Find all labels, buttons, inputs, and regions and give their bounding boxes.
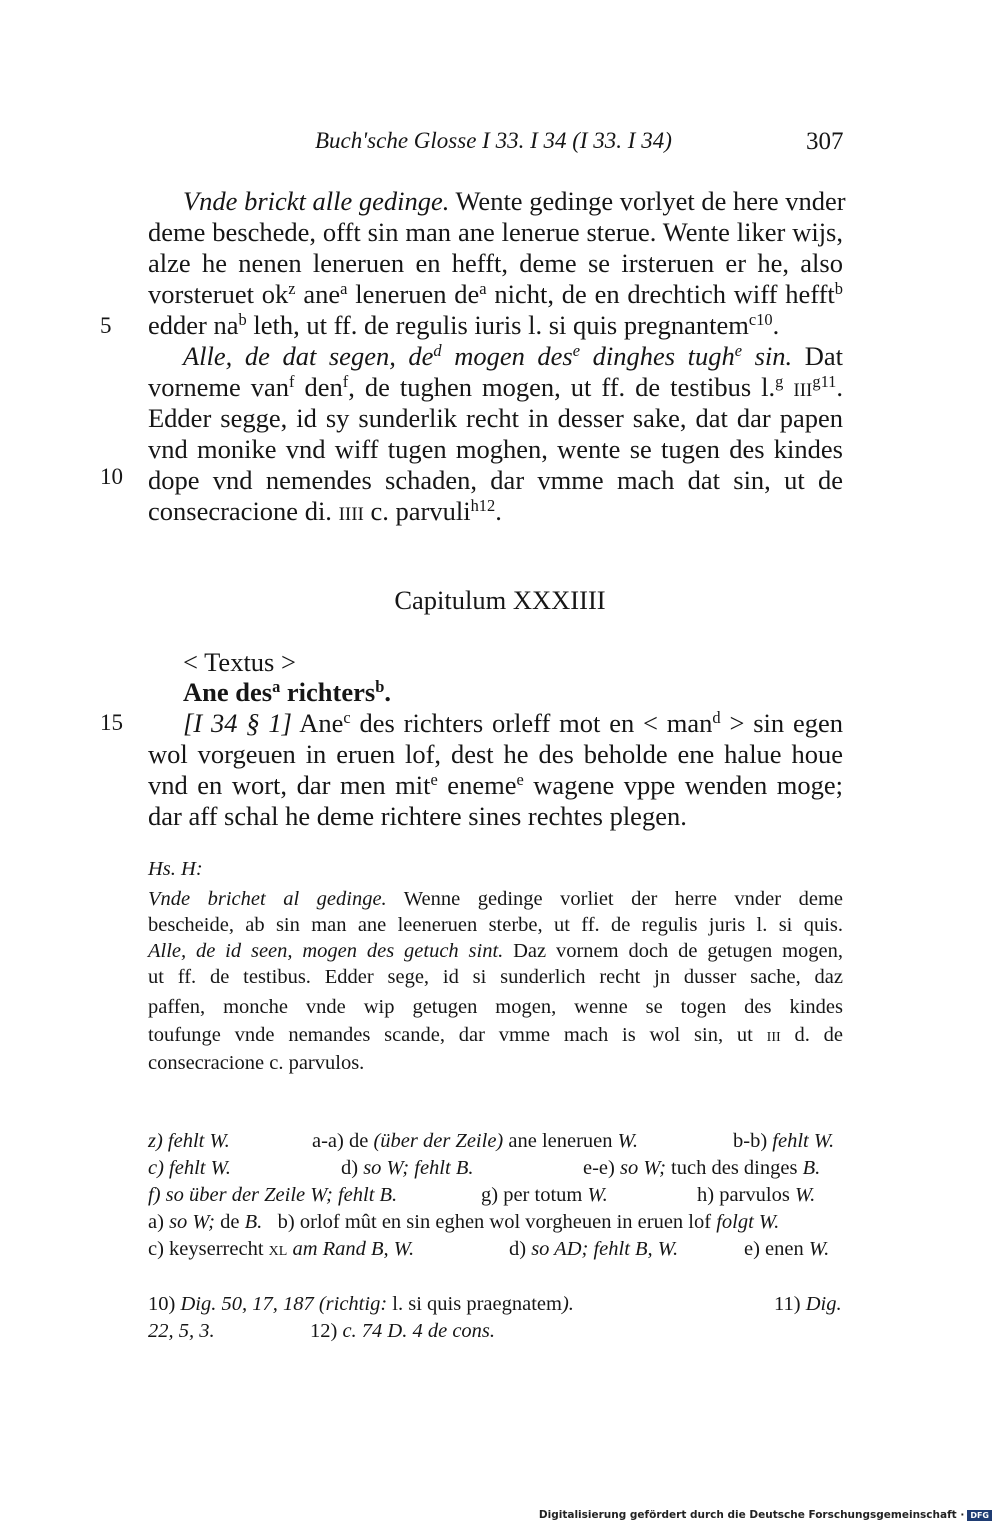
section-heading	[183, 677, 391, 708]
footnote-mark: b	[834, 278, 843, 298]
lemma: sin.	[742, 341, 793, 371]
text-span: leth, ut ff. de regulis iuris l. si quis pregnantem	[246, 310, 749, 340]
text-line: Edder segge, id sy sunderlik recht in desser sake, dat dar papen	[148, 403, 843, 433]
text-span: ane	[295, 279, 341, 309]
text-span: a-a) de	[312, 1130, 374, 1152]
text-span: l. si quis praegnatem	[387, 1293, 562, 1315]
footnote-12	[310, 1320, 495, 1343]
text-line: dar aff schal he deme richtere sines rechtes plegen.	[148, 801, 687, 831]
heading-text: richters	[280, 677, 376, 707]
text-span: Dig.	[805, 1293, 842, 1315]
text-span: consecracione di.	[148, 496, 339, 526]
text-span: B.	[244, 1211, 263, 1233]
text-span: 11)	[774, 1293, 806, 1315]
text-span: vorneme van	[148, 372, 289, 402]
text-span: Daz vornem doch de getugen mogen,	[503, 940, 843, 962]
text-span: Dig. 50, 17, 187 (richtig:	[180, 1293, 388, 1315]
text-span: W.	[794, 1184, 816, 1206]
lemma: Vnde brichet al gedinge.	[148, 888, 387, 910]
text-line	[183, 708, 843, 739]
text-line	[183, 186, 846, 217]
text-span: d)	[509, 1238, 532, 1260]
footnote-mark: g	[775, 371, 784, 391]
apparatus-note	[583, 1157, 820, 1180]
footnote-mark: c	[343, 707, 351, 727]
text-span: a)	[148, 1211, 170, 1233]
apparatus-note	[744, 1238, 829, 1261]
lemma: mogen des	[441, 341, 573, 371]
text-span: c) keyserrecht	[148, 1238, 269, 1260]
roman-numeral: iiii	[338, 496, 364, 526]
text-span: so AD; fehlt B, W.	[531, 1238, 679, 1260]
text-span: c. parvuli	[363, 496, 471, 526]
text-line	[183, 341, 843, 372]
footnote-mark: a	[479, 278, 487, 298]
variant-line	[148, 1024, 843, 1047]
text-span: h) parvulos	[697, 1184, 795, 1206]
dfg-logo-icon: DFG	[967, 1510, 992, 1521]
footnote-mark: d	[433, 340, 442, 360]
text-span: des richters orleff mot en	[350, 708, 644, 738]
text-span: 10)	[148, 1293, 181, 1315]
text-span: g) per totum	[481, 1184, 588, 1206]
text-span: .	[495, 496, 502, 526]
footnote-mark: b	[238, 309, 247, 329]
text-span: < man	[643, 708, 713, 738]
roman-numeral: iii	[766, 1024, 781, 1046]
footnote-mark: b	[375, 676, 385, 696]
text-span: W.	[587, 1184, 608, 1206]
text-span: (über der Zeile)	[373, 1130, 504, 1152]
roman-numeral: iii	[793, 372, 813, 402]
text-span: .	[836, 372, 844, 402]
text-span: folgt W.	[716, 1211, 780, 1233]
text-span: W.	[617, 1130, 638, 1152]
apparatus-note	[509, 1238, 678, 1261]
line-number-10: 10	[100, 464, 123, 489]
footnote-mark: f	[288, 371, 295, 391]
text-span: edder na	[148, 310, 239, 340]
text-span: Wente gedinge vorlyet de here vnder	[449, 186, 846, 216]
footnote-mark: h12	[470, 495, 496, 515]
text-span: , de tughen mogen, ut ff. de testibus l.	[348, 372, 776, 402]
text-span: > sin egen	[720, 708, 843, 738]
manuscript-label: Hs. H:	[148, 858, 203, 880]
text-line	[148, 372, 843, 403]
text-line	[148, 496, 843, 527]
text-span: so W;	[169, 1211, 215, 1233]
page-number: 307	[806, 128, 844, 155]
footnote-10	[148, 1293, 574, 1316]
text-span: leneruen de	[347, 279, 480, 309]
text-span: nicht, de en drechtich wiff hefft	[486, 279, 835, 309]
apparatus-note	[148, 1238, 414, 1261]
apparatus-note	[341, 1157, 473, 1180]
section-reference: [I 34 § 1]	[183, 708, 292, 738]
footnote-mark: z	[288, 278, 296, 298]
text-span: B.	[802, 1157, 821, 1179]
text-span: so W; fehlt B.	[363, 1157, 474, 1179]
footnote-mark: e	[572, 340, 581, 360]
roman-numeral: xl	[268, 1238, 288, 1260]
text-span: Dat	[792, 341, 843, 371]
text-span: den	[294, 372, 343, 402]
footnote-mark: f	[342, 371, 349, 391]
footnote-mark: c10	[748, 309, 773, 329]
text-span: tuch des dinges	[665, 1157, 803, 1179]
text-span: 12)	[310, 1320, 343, 1342]
text-line	[148, 770, 843, 801]
footnote-11-continued: 22, 5, 3.	[148, 1320, 215, 1342]
lemma: Alle, de id seen, mogen des getuch sint.	[148, 940, 504, 962]
line-number-15: 15	[100, 710, 123, 735]
text-span: ).	[561, 1293, 574, 1315]
apparatus-note	[481, 1184, 608, 1207]
textus-label: < Textus >	[183, 647, 296, 677]
footnote-mark: d	[712, 707, 721, 727]
apparatus-note	[148, 1211, 779, 1234]
text-span: fehlt W.	[772, 1130, 835, 1152]
text-span: Ane	[291, 708, 344, 738]
text-span	[783, 372, 793, 402]
text-line: vnd monike vnd wiff tugen moghen, wente se tugen des kindes	[148, 434, 843, 464]
text-span: am Rand B, W.	[287, 1238, 415, 1260]
lemma: Alle, de dat segen, de	[183, 341, 434, 371]
apparatus-note: c) fehlt W.	[148, 1157, 231, 1179]
text-span: d)	[341, 1157, 364, 1179]
text-span: b-b)	[733, 1130, 773, 1152]
digitization-credit	[539, 1509, 992, 1521]
variant-line: ut ff. de testibus. Edder sege, id si sunderlich recht jn dusser sache, daz	[148, 966, 843, 988]
footnote-mark: a	[272, 676, 281, 696]
footnote-mark: e	[430, 769, 438, 789]
text-span: de	[215, 1211, 245, 1233]
running-header-title: Buch'sche Glosse I 33. I 34 (I 33. I 34)	[315, 128, 672, 153]
text-span: eneme	[437, 770, 517, 800]
apparatus-note	[312, 1130, 638, 1153]
text-line: alze he nenen leneruen en hefft, deme se irsteruen er he, also	[148, 248, 843, 278]
text-span: toufunge vnde nemandes scande, dar vmme mach is wol sin, ut	[148, 1024, 767, 1046]
text-span: b) orlof mût en sin eghen wol vorgheuen in eruen lof	[262, 1211, 717, 1233]
text-line: wol vorgeuen in eruen lof, dest he des beholde ene halue houe	[148, 739, 843, 769]
variant-line	[148, 940, 843, 963]
chapter-title: Capitulum XXXIIII	[394, 585, 606, 615]
footnote-mark: a	[340, 278, 348, 298]
text-line	[148, 279, 843, 310]
footnote-mark: e	[516, 769, 524, 789]
text-span: d. de	[780, 1024, 843, 1046]
credit-text: Digitalisierung gefördert durch die Deutsche Forschungsgemeinschaft ·	[538, 1509, 965, 1521]
heading-text: .	[384, 677, 391, 707]
apparatus-note: f) so über der Zeile W; fehlt B.	[148, 1184, 398, 1206]
text-span: wagene vppe wenden moge;	[523, 770, 843, 800]
apparatus-note	[697, 1184, 815, 1207]
footnote-11	[774, 1293, 842, 1316]
text-span: vnd en wort, dar men mit	[148, 770, 431, 800]
footnote-mark: g11	[812, 371, 837, 391]
text-span: e-e)	[583, 1157, 620, 1179]
text-span: .	[772, 310, 780, 340]
variant-line	[148, 888, 843, 911]
text-line	[148, 310, 843, 341]
variant-line: bescheide, ab sin man ane leeneruen sterbe, ut ff. de regulis juris l. si quis.	[148, 914, 843, 936]
apparatus-note	[733, 1130, 834, 1153]
text-span: so W;	[619, 1157, 666, 1179]
apparatus-note: z) fehlt W.	[148, 1130, 230, 1152]
footnote-mark: e	[734, 340, 743, 360]
text-span: ane leneruen	[503, 1130, 618, 1152]
variant-line: consecracione c. parvulos.	[148, 1052, 365, 1074]
text-line: deme beschede, offt sin man ane lenerue sterue. Wente liker wijs,	[148, 217, 843, 247]
text-span: W.	[808, 1238, 830, 1260]
text-line: dope vnd nemendes schaden, dar vmme mach dat sin, ut de	[148, 465, 843, 495]
heading-text: Ane des	[183, 677, 273, 707]
lemma: dinghes tugh	[580, 341, 735, 371]
text-span: vorsteruet ok	[148, 279, 289, 309]
variant-line: paffen, monche vnde wip getugen mogen, wenne se togen des kindes	[148, 996, 843, 1018]
text-span: e) enen	[744, 1238, 809, 1260]
text-span: Wenne gedinge vorliet der herre vnder deme	[386, 888, 843, 910]
text-span: c. 74 D. 4 de cons.	[342, 1320, 496, 1342]
line-number-5: 5	[100, 313, 112, 338]
lemma: Vnde brickt alle gedinge.	[183, 186, 450, 216]
